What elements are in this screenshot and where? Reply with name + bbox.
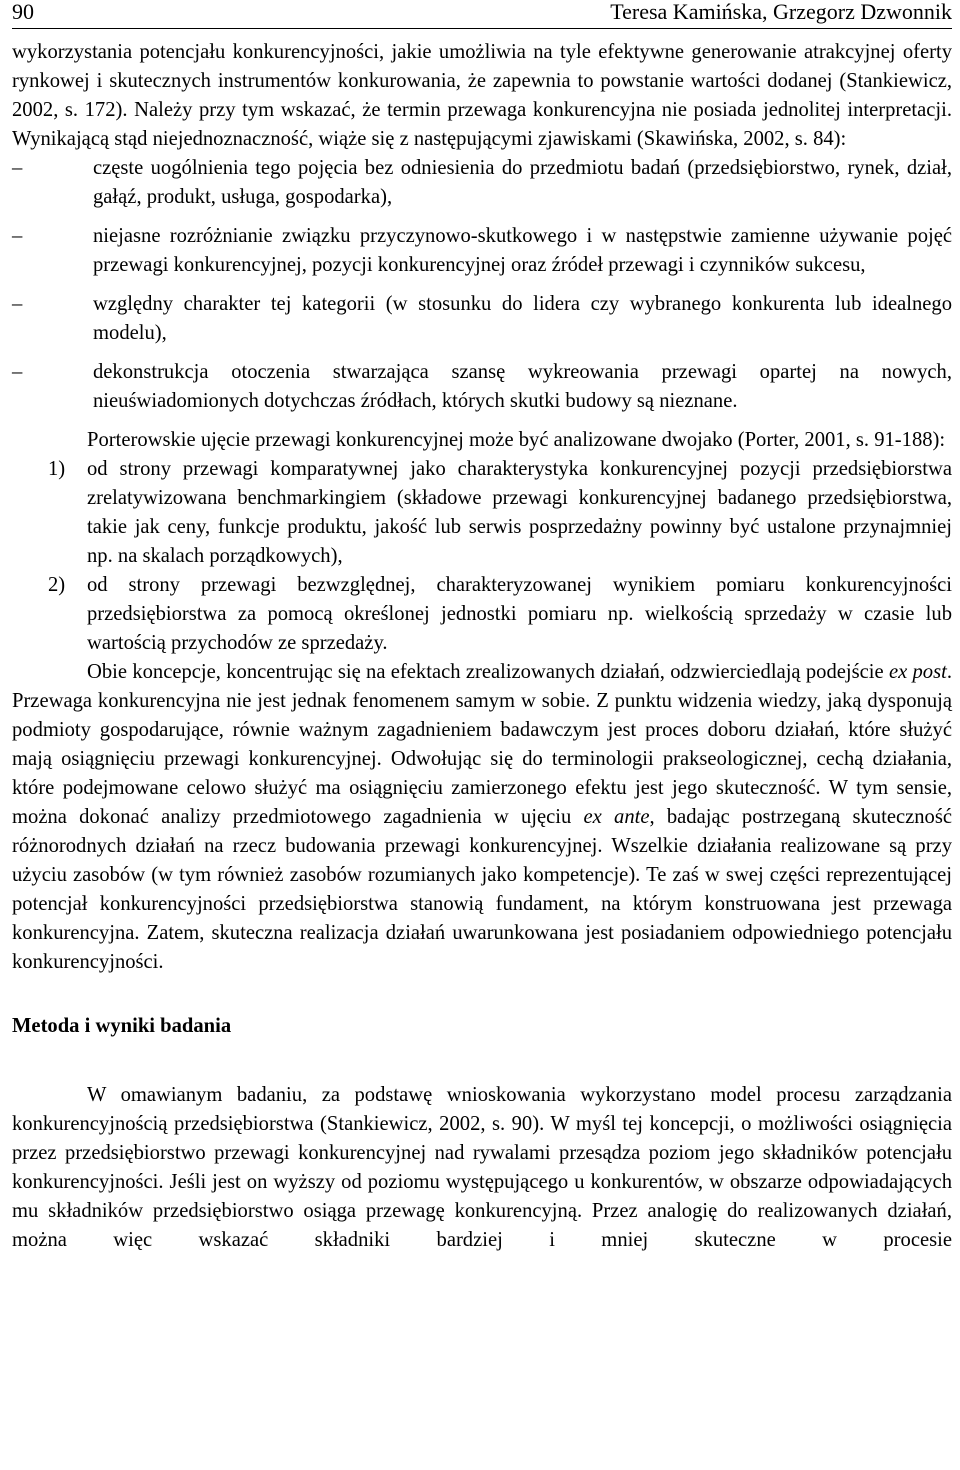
running-head: Teresa Kamińska, Grzegorz Dzwonnik bbox=[610, 0, 952, 24]
italic-term: ex ante bbox=[583, 806, 650, 828]
list-item-text: względny charakter tej kategorii (w stosunku do lidera czy wybranego konkurenta lub idealnego modelu), bbox=[93, 293, 952, 344]
dash-bullet: – bbox=[12, 157, 23, 179]
page-number: 90 bbox=[12, 0, 34, 24]
article-body bbox=[12, 38, 952, 1255]
paragraph-text: , badając postrzeganą skuteczność różnorodnych działań na rzecz budowania przewagi konkurencyjnej. Wszelkie działania realizowane są przy użyciu zasobów (w tym również zasobów rozumianych jako kompetencje). Te zaś w swej części reprezentującej potencjał konkurencyjności przedsiębiorstwa stanowią fundament, na którym konstruowana jest przewaga konkurencyjna. Zatem, skuteczna realizacja działań uwarunkowana jest posiadaniem odpowiedniego potencjału konkurencyjności. bbox=[12, 806, 952, 973]
list-item bbox=[12, 154, 952, 212]
paragraph: W omawianym badaniu, za podstawę wnioskowania wykorzystano model procesu zarządzania konkurencyjnością przedsiębiorstwa (Stankiewicz, 2002, s. 90). W myśl tej koncepcji, o możliwości osiągnięcia przez przedsiębiorstwo przewagi konkurencyjnej nad rywalami przesądza poziom jego składników potencjału konkurencyjności. Jeśli jest on wyższy od poziomu występującego u konkurentów, w obszarze odpowiadających mu składników przedsiębiorstwo osiąga przewagę konkurencyjną. Przez analogię do realizowanych działań, można więc wskazać składniki bardziej i mniej skuteczne w procesie bbox=[12, 1084, 952, 1251]
paragraph bbox=[12, 658, 952, 977]
list-item-text: częste uogólnienia tego pojęcia bez odniesienia do przedmiotu badań (przedsiębiorstwo, rynek, dział, gałąź, produkt, usługa, gospodarka), bbox=[93, 157, 952, 208]
page-header bbox=[12, 0, 952, 34]
header-rule bbox=[12, 28, 952, 29]
list-item-text: niejasne rozróżnianie związku przyczynowo-skutkowego i w następstwie zamienne używanie pojęć przewagi konkurencyjnej, pozycji konkurencyjnej oraz źródeł przewagi i czynników sukcesu, bbox=[93, 225, 952, 276]
paragraph: wykorzystania potencjału konkurencyjności, jakie umożliwia na tyle efektywne generowanie atrakcyjnej oferty rynkowej i skutecznych instrumentów konkurowania, że zapewnia to powstanie wartości dodanej (Stankiewicz, 2002, s. 172). Należy przy tym wskazać, że termin przewaga konkurencyjna nie posiada jednolitej interpretacji. Wynikającą stąd niejednoznaczność, wiąże się z następującymi zjawiskami (Skawińska, 2002, s. 84): bbox=[12, 41, 952, 150]
dash-bullet: – bbox=[12, 293, 23, 315]
dash-bullet: – bbox=[12, 225, 23, 247]
dash-list bbox=[12, 154, 952, 416]
list-item bbox=[12, 290, 952, 348]
item-number: 1) bbox=[48, 458, 66, 480]
paragraph-text: . Przewaga konkurencyjna nie jest jednak fenomenem samym w sobie. Z punktu widzenia wiedzy, jaką dysponują podmioty gospodarujące, równie ważnym zagadnieniem badawczym jest proces doboru działań, które służyć mają osiągnięciu przewagi konkurencyjnej. Odwołując się do terminologii prakseologicznej, cechą działania, które podejmowane celowo służyć ma osiągnięciu zamierzonego efektu jest jego skuteczność. W tym sensie, można dokonać analizy przedmiotowego zagadnienia w ujęciu bbox=[12, 661, 952, 828]
list-item bbox=[12, 358, 952, 416]
dash-bullet: – bbox=[12, 361, 23, 383]
numbered-item-text: od strony przewagi komparatywnej jako charakterystyka konkurencyjnej pozycji przedsiębiorstwa zrelatywizowana benchmarkingiem (składowe przewagi konkurencyjnej badanego przedsiębiorstwa, takie jak ceny, funkcje produktu, jakość lub serwis posprzedażny powinny być ustalone przynajmniej np. na skalach porządkowych), bbox=[87, 458, 952, 567]
page bbox=[12, 0, 952, 1251]
numbered-item bbox=[12, 455, 952, 571]
item-number: 2) bbox=[48, 574, 66, 596]
list-item bbox=[12, 222, 952, 280]
italic-term: ex post bbox=[888, 661, 947, 683]
paragraph-text: Obie koncepcje, koncentrując się na efektach zrealizowanych działań, odzwierciedlają podejście bbox=[87, 661, 889, 683]
paragraph: Porterowskie ujęcie przewagi konkurencyjnej może być analizowane dwojako (Porter, 2001, s. 91-188): bbox=[87, 429, 946, 451]
list-item-text: dekonstrukcja otoczenia stwarzająca szansę wykreowania przewagi opartej na nowych, nieuświadomionych dotychczas źródłach, których skutki budowy są nieznane. bbox=[93, 361, 952, 412]
section-heading: Metoda i wyniki badania bbox=[12, 1015, 232, 1037]
numbered-item-text: od strony przewagi bezwzględnej, charakteryzowanej wynikiem pomiaru konkurencyjności przedsiębiorstwa za pomocą określonej jednostki pomiaru np. wielkością sprzedaży w czasie lub wartością przychodów ze sprzedaży. bbox=[87, 574, 952, 654]
numbered-item bbox=[12, 571, 952, 658]
